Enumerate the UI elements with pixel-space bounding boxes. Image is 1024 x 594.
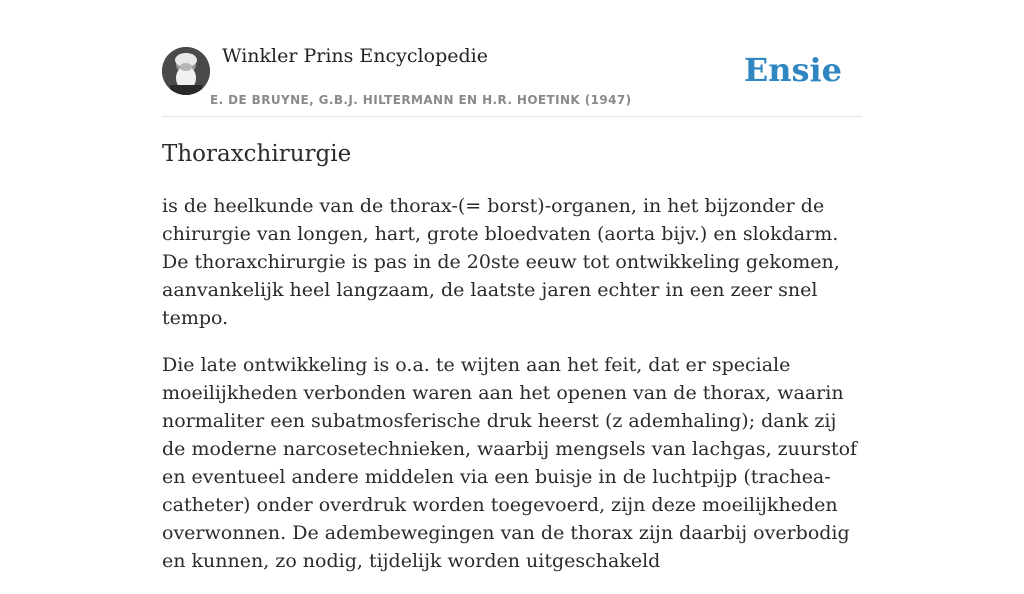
page-header <box>162 0 862 117</box>
page-content <box>162 0 862 572</box>
publication-title[interactable]: Winkler Prins Encyclopedie <box>222 45 488 67</box>
article-title: Thoraxchirurgie <box>162 141 352 167</box>
brand-logo[interactable]: Ensie <box>743 51 842 89</box>
author-portrait-icon[interactable] <box>162 47 210 95</box>
article-paragraph: is de heelkunde van de thorax-(= borst)-organen, in het bijzonder de chirurgie van longen, hart, grote bloedvaten (aorta bijv.) en slokdarm. De thoraxchirurgie is pas in de 20ste eeuw tot ontwikkeling gekomen, aanvankelijk heel langzaam, de laatste jaren echter in een zeer snel tempo. <box>162 195 840 329</box>
article-body <box>162 192 862 594</box>
authors-line: E. DE BRUYNE, G.B.J. HILTERMANN EN H.R. HOETINK (1947) <box>210 93 632 107</box>
article-paragraph: Die late ontwikkeling is o.a. te wijten aan het feit, dat er speciale moeilijkheden verbonden waren aan het openen van de thorax, waarin normaliter een subatmosferische druk heerst (z ademhaling); dank zij de moderne narcosetechnieken, waarbij mengsels van lachgas, zuurstof en eventueel andere middelen via een buisje in de luchtpijp (trachea-catheter) onder overdruk worden toegevoerd, zijn deze moeilijkheden overwonnen. De adembewegingen van de thorax zijn daarbij overbodig en kunnen, zo nodig, tijdelijk worden uitgeschakeld <box>162 354 858 572</box>
